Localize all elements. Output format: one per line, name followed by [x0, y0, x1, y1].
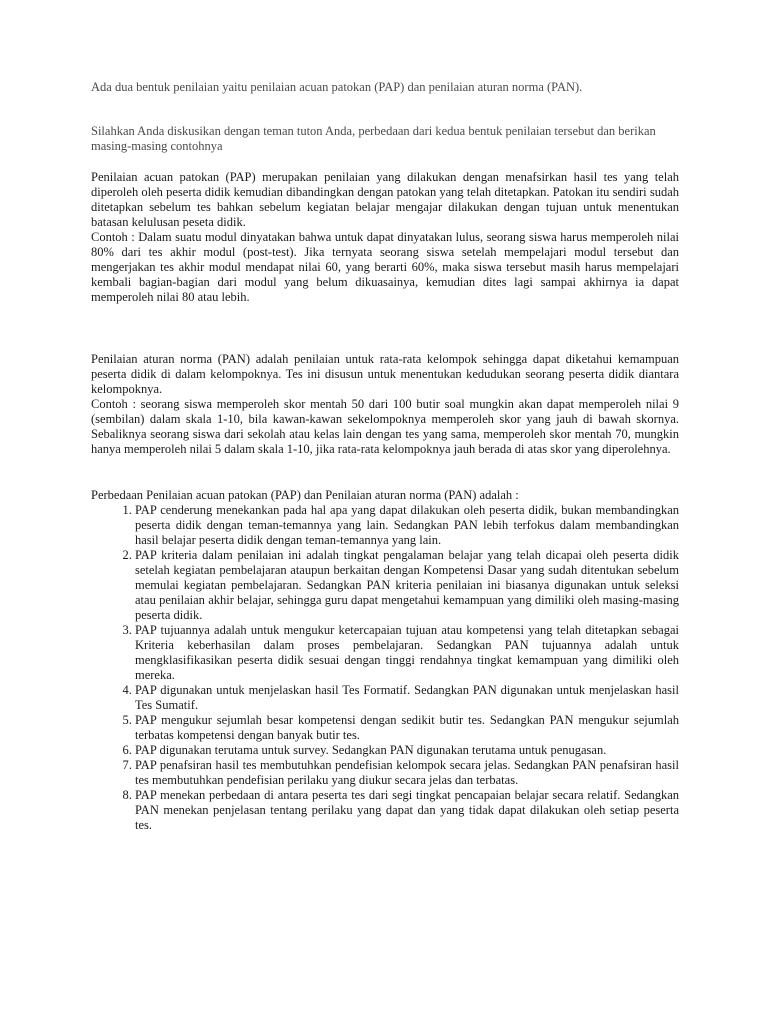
pan-example: Contoh : seorang siswa memperoleh skor mentah 50 dari 100 butir soal mungkin akan dapat memperoleh nilai 9 (sembilan) dalam skala 1-10, bila kawan-kawan sekelompoknya memperoleh skor yang jauh di bawah skornya. Sebaliknya seorang siswa dari sekolah atau kelas lain dengan tes yang sama, memperoleh skor mentah 70, mungkin hanya memperoleh nilai 5 dalam skala 1-10, jika rata-rata kelompoknya jauh berada di atas skor yang diperolehnya. — [91, 397, 679, 456]
differences-heading: Perbedaan Penilaian acuan patokan (PAP) dan Penilaian aturan norma (PAN) adalah : — [91, 488, 519, 502]
list-item: 3. PAP tujuannya adalah untuk mengukur ketercapaian tujuan atau kompetensi yang telah ditetapkan sebagai Kriteria keberhasilan dalam proses pembelajaran. Sedangkan PAN tujuannya adalah untuk mengklasifikasikan peserta didik sesuai dengan tinggi rendahnya tingkat kemampuan yang dimiliki oleh mereka. — [135, 623, 679, 683]
list-item: 4. PAP digunakan untuk menjelaskan hasil Tes Formatif. Sedangkan PAN digunakan untuk menjelaskan hasil Tes Sumatif. — [135, 683, 679, 713]
pan-definition: Penilaian aturan norma (PAN) adalah penilaian untuk rata-rata kelompok sehingga dapat diketahui kemampuan peserta didik di dalam kelompoknya. Tes ini disusun untuk menentukan kedudukan seorang peserta didik diantara kelompoknya. — [91, 352, 679, 396]
list-item: 2. PAP kriteria dalam penilaian ini adalah tingkat pengalaman belajar yang telah dicapai oleh peserta didik setelah kegiatan pembelajaran ataupun berkaitan dengan Kompetensi Dasar yang sudah ditentukan sebelum memulai kegiatan pembelajaran. Sedangkan PAN kriteria penilaian ini biasanya digunakan untuk seleksi atau penilaian akhir belajar, sehingga guru dapat mengetahui kemampuan yang dimiliki oleh masing-masing peserta didik. — [135, 548, 679, 623]
list-item: 6. PAP digunakan terutama untuk survey. Sedangkan PAN digunakan terutama untuk penugasan. — [135, 743, 679, 758]
pap-section — [91, 170, 679, 305]
pap-example: Contoh : Dalam suatu modul dinyatakan bahwa untuk dapat dinyatakan lulus, seorang siswa harus memperoleh nilai 80% dari tes akhir modul (post-test). Jika ternyata seorang siswa setelah mempelajari modul tersebut dan mengerjakan tes akhir modul mendapat nilai 60, yang berarti 60%, maka siswa tersebut masih harus mempelajari kembali bagian-bagian dari modul yang belum dikuasainya, kemudian dites lagi sampai akhirnya ia dapat memperoleh nilai 80 atau lebih. — [91, 230, 679, 304]
list-item: 8. PAP menekan perbedaan di antara peserta tes dari segi tingkat pencapaian belajar secara relatif. Sedangkan PAN menekan penjelasan tentang perilaku yang dapat dan yang tidak dapat dilakukan oleh setiap peserta tes. — [135, 788, 679, 833]
list-item: 7. PAP penafsiran hasil tes membutuhkan pendefisian kelompok secara jelas. Sedangkan PAN penafsiran hasil tes membutuhkan pendefisian perilaku yang diukur secara jelas dan terbatas. — [135, 758, 679, 788]
list-item: 5. PAP mengukur sejumlah besar kompetensi dengan sedikit butir tes. Sedangkan PAN mengukur sejumlah terbatas kompetensi dengan banyak butir tes. — [135, 713, 679, 743]
differences-section — [91, 488, 679, 833]
question-intro: Ada dua bentuk penilaian yaitu penilaian acuan patokan (PAP) dan penilaian aturan norma (PAN). — [91, 80, 583, 94]
pap-definition: Penilaian acuan patokan (PAP) merupakan penilaian yang dilakukan dengan menafsirkan hasil tes yang telah diperoleh oleh peserta didik kemudian dibandingkan dengan patokan yang telah ditetapkan. Patokan itu sendiri sudah ditetapkan sebelum tes bahkan sebelum kegiatan belajar mengajar dilakukan dengan tujuan untuk menentukan batasan kelulusan peseta didik. — [91, 170, 679, 229]
pan-section — [91, 352, 679, 457]
question-instruction: Silahkan Anda diskusikan dengan teman tuton Anda, perbedaan dari kedua bentuk penilaian tersebut dan berikan masing-masing contohnya — [91, 124, 656, 153]
list-item: 1. PAP cenderung menekankan pada hal apa yang dapat dilakukan oleh peserta didik, bukan membandingkan peserta didik dengan teman-temannya yang lain. Sedangkan PAN lebih terfokus dalam membandingkan hasil belajar peserta didik dengan teman-temannya yang lain. — [135, 503, 679, 548]
differences-list — [91, 503, 679, 833]
